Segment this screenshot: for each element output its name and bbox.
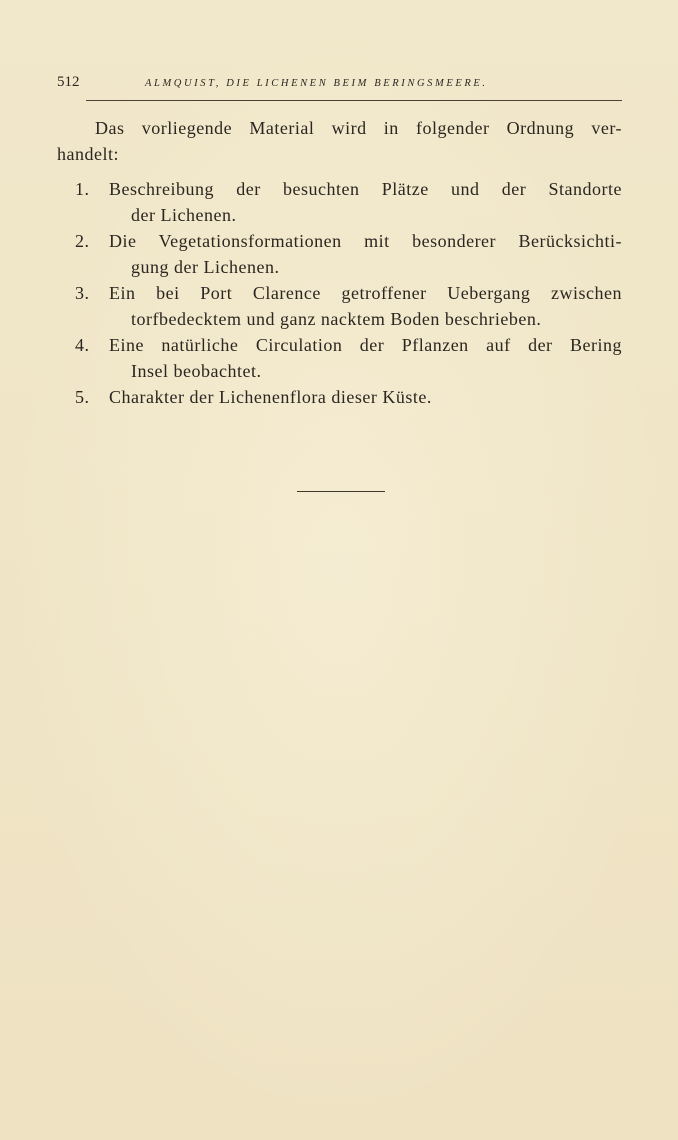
list-item-text: Die Vegetationsformationen mit besonderer Berücksichti- <box>109 231 622 251</box>
list-item-number: 4. <box>75 335 90 355</box>
list-item-text: Beschreibung der besuchten Plätze und der Standorte <box>109 179 622 199</box>
list-item <box>57 228 622 280</box>
list-item-number: 3. <box>75 283 90 303</box>
list-item-continuation: torfbedecktem und ganz nacktem Boden beschrieben. <box>131 309 542 329</box>
list-item-continuation: gung der Lichenen. <box>131 257 280 277</box>
list-item <box>57 384 622 410</box>
list-item-text: Eine natürliche Circulation der Pflanzen auf der Bering <box>109 335 622 355</box>
intro-line-1: Das vorliegende Material wird in folgender Ordnung ver- <box>95 118 622 138</box>
list-item <box>57 280 622 332</box>
header-rule <box>86 100 622 101</box>
page-header <box>57 74 622 96</box>
list-item-continuation: der Lichenen. <box>131 205 237 225</box>
list-item-number: 2. <box>75 231 90 251</box>
list-item-number: 5. <box>75 387 90 407</box>
page-number: 512 <box>57 74 80 90</box>
list-item-text: Charakter der Lichenenflora dieser Küste. <box>109 387 432 407</box>
outline-list <box>57 176 622 410</box>
intro-paragraph <box>57 115 622 167</box>
intro-line-2: handelt: <box>57 144 119 164</box>
list-item <box>57 176 622 228</box>
list-item <box>57 332 622 384</box>
list-item-continuation: Insel beobachtet. <box>131 361 262 381</box>
end-rule <box>297 491 385 492</box>
list-item-number: 1. <box>75 179 90 199</box>
list-item-text: Ein bei Port Clarence getroffener Uebergang zwischen <box>109 283 622 303</box>
running-head: ALMQUIST, DIE LICHENEN BEIM BERINGSMEERE. <box>145 78 488 89</box>
